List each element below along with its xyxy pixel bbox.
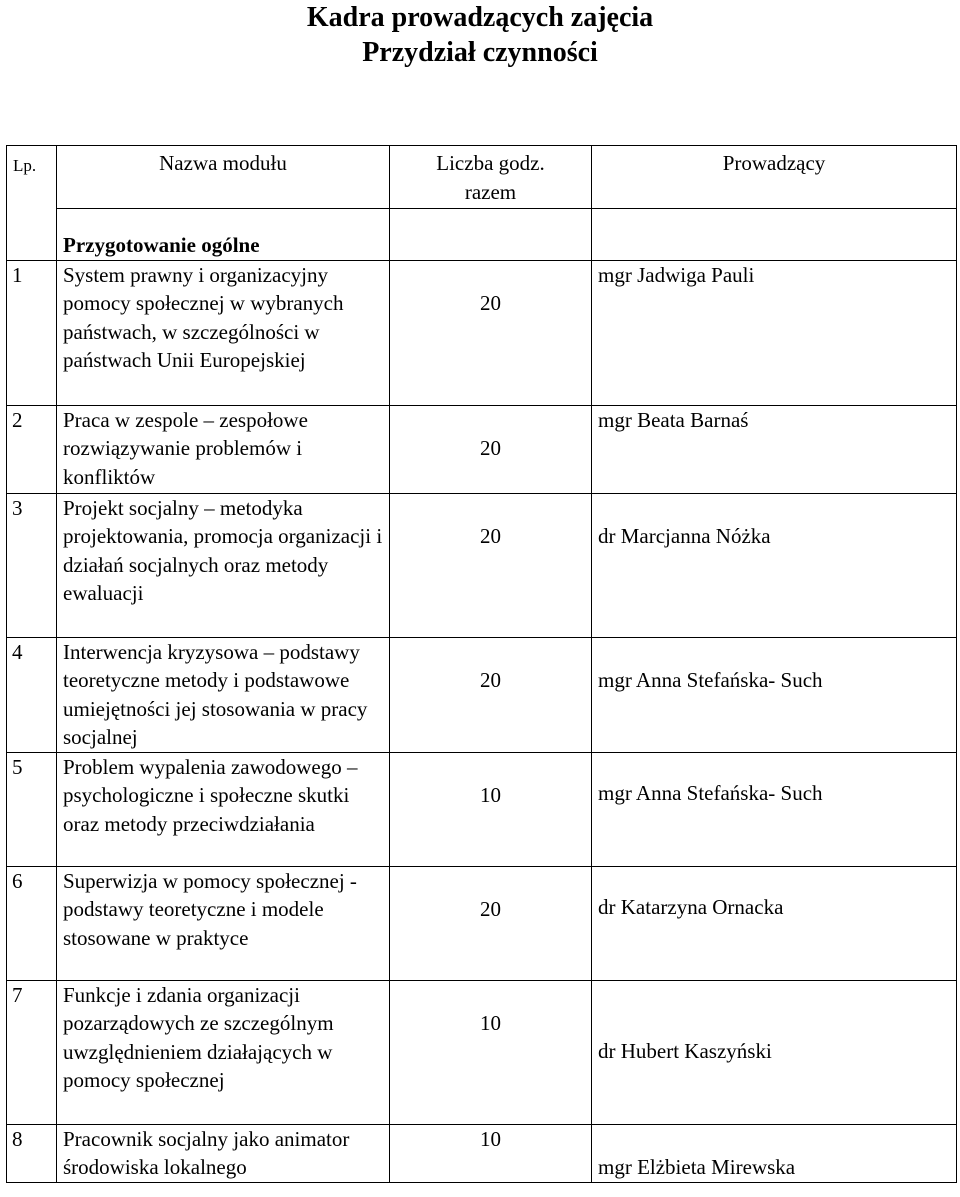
row-number: 2 (7, 405, 57, 493)
row-module-name: Projekt socjalny – metodyka projektowania, promocja organizacji i działań socjalnych oraz metody ewaluacji (57, 493, 390, 637)
row-hours: 10 (390, 752, 592, 866)
row-hours: 20 (390, 637, 592, 752)
header-lp: Lp. (7, 146, 57, 261)
table-row (7, 260, 957, 405)
table-row (7, 637, 957, 752)
section-title: Przygotowanie ogólne (57, 209, 390, 261)
row-module-name: Praca w zespole – zespołowe rozwiązywanie problemów i konfliktów (57, 405, 390, 493)
table-row (7, 752, 957, 866)
row-number: 3 (7, 493, 57, 637)
table-row (7, 980, 957, 1124)
row-teacher: mgr Anna Stefańska- Such (592, 637, 957, 752)
assignment-table (6, 145, 957, 1183)
document-subtitle: Przydział czynności (362, 37, 598, 68)
row-hours: 10 (390, 980, 592, 1124)
row-hours: 20 (390, 260, 592, 405)
header-hours-line2: razem (464, 179, 517, 204)
row-teacher: mgr Anna Stefańska- Such (592, 752, 957, 866)
document-title: Kadra prowadzących zajęcia (306, 2, 654, 33)
row-number: 8 (7, 1124, 57, 1182)
header-teacher: Prowadzący (592, 146, 957, 209)
row-module-name: Problem wypalenia zawodowego – psychologiczne i społeczne skutki oraz metody przeciwdziałania (57, 752, 390, 866)
row-hours: 20 (390, 405, 592, 493)
header-row (7, 146, 957, 209)
row-hours: 20 (390, 866, 592, 980)
row-teacher: dr Katarzyna Ornacka (592, 866, 957, 980)
table-row (7, 866, 957, 980)
row-number: 1 (7, 260, 57, 405)
section-row (7, 209, 957, 261)
row-number: 4 (7, 637, 57, 752)
row-number: 7 (7, 980, 57, 1124)
row-module-name: Funkcje i zdania organizacji pozarządowych ze szczególnym uwzględnieniem działających w pomocy społecznej (57, 980, 390, 1124)
row-module-name: System prawny i organizacyjny pomocy społecznej w wybranych państwach, w szczególności w państwach Unii Europejskiej (57, 260, 390, 405)
row-teacher: mgr Beata Barnaś (592, 405, 957, 493)
table-row (7, 405, 957, 493)
row-number: 5 (7, 752, 57, 866)
row-teacher: mgr Elżbieta Mirewska (592, 1124, 957, 1182)
row-hours: 20 (390, 493, 592, 637)
section-hours-empty (390, 209, 592, 261)
header-hours-line1: Liczba godz. (436, 151, 545, 175)
row-hours: 10 (390, 1124, 592, 1182)
row-module-name: Superwizja w pomocy społecznej - podstawy teoretyczne i modele stosowane w praktyce (57, 866, 390, 980)
row-teacher: dr Marcjanna Nóżka (592, 493, 957, 637)
row-number: 6 (7, 866, 57, 980)
row-module-name: Interwencja kryzysowa – podstawy teoretyczne metody i podstawowe umiejętności jej stosowania w pracy socjalnej (57, 637, 390, 752)
section-teacher-empty (592, 209, 957, 261)
table-row (7, 493, 957, 637)
row-teacher: mgr Jadwiga Pauli (592, 260, 957, 405)
row-module-name: Pracownik socjalny jako animator środowiska lokalnego (57, 1124, 390, 1182)
header-module-name: Nazwa modułu (57, 146, 390, 209)
row-teacher: dr Hubert Kaszyński (592, 980, 957, 1124)
header-hours (390, 146, 592, 209)
table-row (7, 1124, 957, 1182)
